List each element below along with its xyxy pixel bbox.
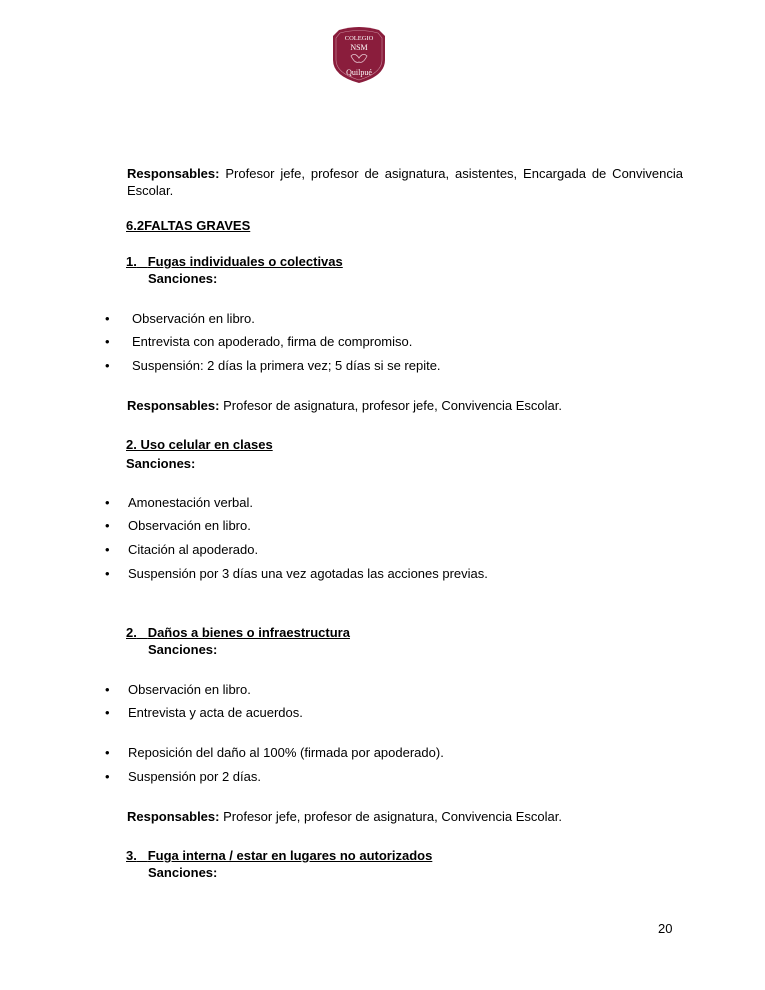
item-4-heading	[126, 848, 432, 863]
item-4-sanciones-label: Sanciones:	[148, 865, 218, 880]
bullet-marker: •	[105, 705, 110, 720]
list-item: Observación en libro.	[132, 311, 255, 326]
responsables-text: Profesor de asignatura, profesor jefe, Convivencia Escolar.	[219, 398, 562, 413]
item-1-sanciones-label: Sanciones:	[148, 271, 218, 286]
list-item: Entrevista y acta de acuerdos.	[128, 705, 303, 720]
item-2-sanciones-label: Sanciones:	[126, 456, 196, 471]
svg-text:Quilpué: Quilpué	[346, 68, 372, 77]
school-logo	[331, 26, 387, 84]
item-1-title: Fugas individuales o colectivas	[147, 254, 343, 269]
responsables-label: Responsables:	[127, 166, 220, 181]
item-3-heading	[126, 625, 350, 640]
bullet-marker: •	[105, 311, 110, 326]
list-item: Suspensión por 3 días una vez agotadas las acciones previas.	[128, 566, 488, 581]
item-4-number: 3.	[126, 848, 137, 863]
bullet-marker: •	[105, 518, 110, 533]
list-item: Reposición del daño al 100% (firmada por apoderado).	[128, 745, 444, 760]
responsables-paragraph-3	[127, 809, 562, 824]
responsables-paragraph-2	[127, 398, 562, 413]
item-2-heading: 2. Uso celular en clases	[126, 437, 273, 452]
list-item: Suspensión por 2 días.	[128, 769, 261, 784]
item-3-sanciones-label: Sanciones:	[148, 642, 218, 657]
bullet-marker: •	[105, 745, 110, 760]
list-item: Observación en libro.	[128, 518, 251, 533]
bullet-marker: •	[105, 769, 110, 784]
svg-text:COLEGIO: COLEGIO	[344, 35, 374, 42]
section-title: 6.2FALTAS GRAVES	[126, 218, 251, 233]
list-item: Observación en libro.	[128, 682, 251, 697]
list-item: Amonestación verbal.	[128, 495, 254, 510]
bullet-marker: •	[105, 682, 110, 697]
item-1-heading	[126, 254, 343, 269]
bullet-marker: •	[105, 334, 110, 349]
bullet-marker: •	[105, 566, 110, 581]
svg-text:NSM: NSM	[350, 43, 368, 52]
responsables-label: Responsables:	[127, 809, 220, 824]
list-item: Citación al apoderado.	[128, 542, 259, 557]
item-1-number: 1.	[126, 254, 137, 269]
list-item: Entrevista con apoderado, firma de compromiso.	[132, 334, 413, 349]
bullet-marker: •	[105, 495, 110, 510]
responsables-text: Profesor jefe, profesor de asignatura, Convivencia Escolar.	[219, 809, 562, 824]
responsables-text: Profesor jefe, profesor de asignatura, asistentes, Encargada de Convivencia Escolar.	[127, 166, 683, 198]
responsables-label: Responsables:	[127, 398, 220, 413]
responsables-paragraph-1	[127, 165, 683, 199]
item-3-number: 2.	[126, 625, 137, 640]
item-4-title: Fuga interna / estar en lugares no autorizados	[147, 848, 433, 863]
list-item: Suspensión: 2 días la primera vez; 5 días si se repite.	[132, 358, 441, 373]
page-number: 20	[658, 921, 673, 936]
bullet-marker: •	[105, 542, 110, 557]
item-3-title: Daños a bienes o infraestructura	[147, 625, 350, 640]
bullet-marker: •	[105, 358, 110, 373]
